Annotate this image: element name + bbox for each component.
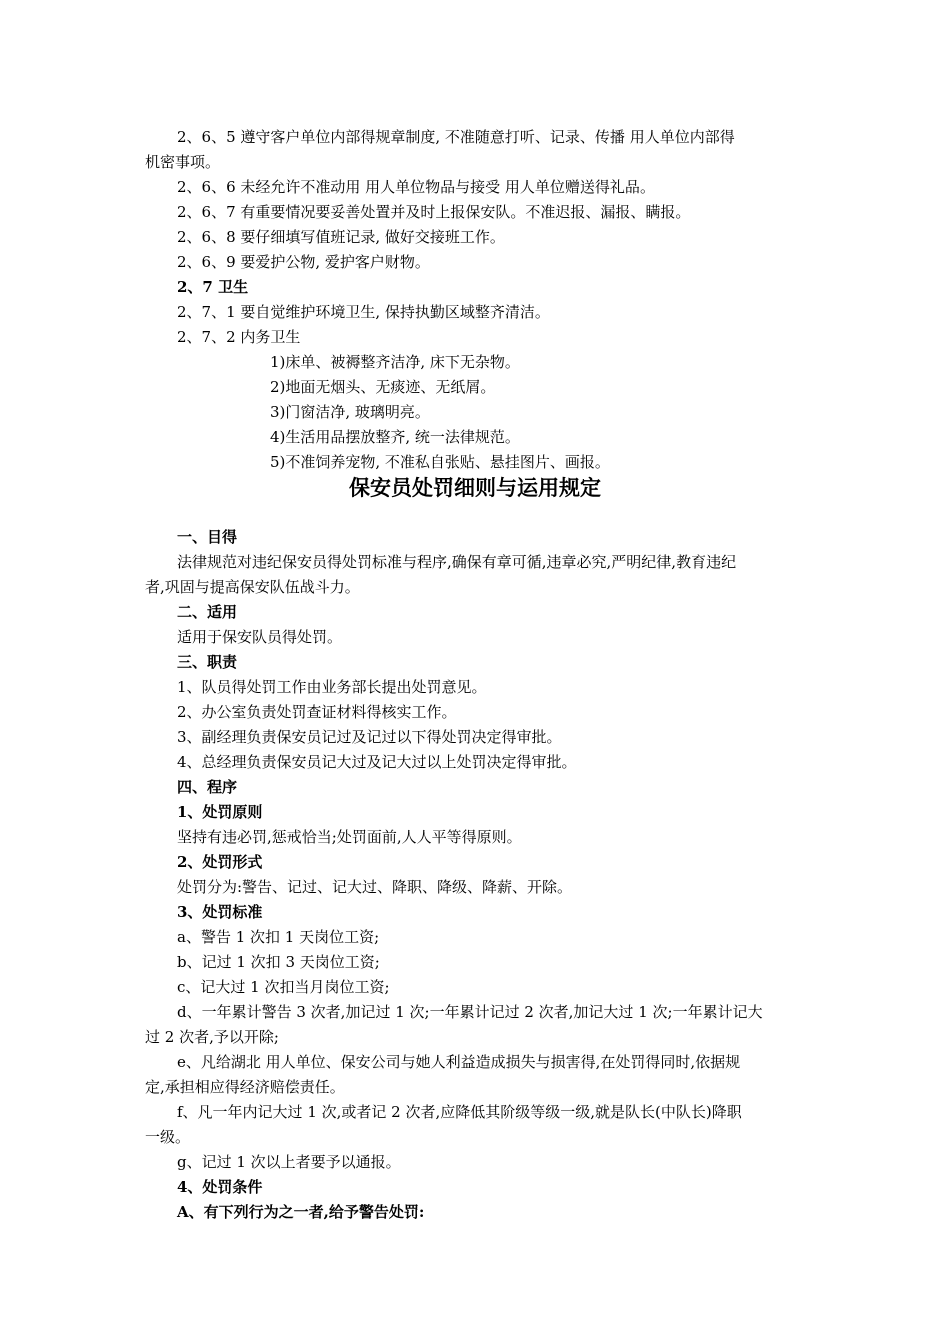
- standard-g: g、记过 1 次以上者要予以通报。: [177, 1153, 401, 1171]
- section-1-text-line1: 法律规范对违纪保安员得处罚标准与程序,确保有章可循,违章必究,严明纪律,教育违纪: [177, 553, 737, 571]
- section-1-text-line2: 者,巩固与提高保安队伍战斗力。: [145, 578, 360, 596]
- section-2-heading: 二、适用: [177, 603, 238, 621]
- standard-f-line1: f、凡一年内记大过 1 次,或者记 2 次者,应降低其阶级等级一级,就是队长(中队长)降职: [177, 1103, 742, 1121]
- document-title: 保安员处罚细则与运用规定: [349, 476, 601, 500]
- form-heading: 2、处罚形式: [177, 853, 263, 871]
- form-text: 处罚分为:警告、记过、记大过、降职、降级、降薪、开除。: [177, 878, 573, 896]
- hygiene-item-1: 1)床单、被褥整齐洁净, 床下无杂物。: [270, 353, 520, 371]
- duty-item-4: 4、总经理负责保安员记大过及记大过以上处罚决定得审批。: [177, 753, 577, 771]
- section-3-heading: 三、职责: [177, 653, 238, 671]
- condition-heading: 4、处罚条件: [177, 1178, 263, 1196]
- hygiene-item-2: 2)地面无烟头、无痰迹、无纸屑。: [270, 378, 496, 396]
- standard-f-line2: 一级。: [145, 1128, 191, 1146]
- principle-heading: 1、处罚原则: [177, 803, 263, 821]
- section-4-heading: 四、程序: [177, 778, 238, 796]
- clause-2-6-9: 2、6、9 要爱护公物, 爱护客户财物。: [177, 253, 430, 271]
- hygiene-item-3: 3)门窗洁净, 玻璃明亮。: [270, 403, 430, 421]
- standard-heading: 3、处罚标准: [177, 903, 263, 921]
- section-1-heading: 一、目得: [177, 528, 238, 546]
- standard-a: a、警告 1 次扣 1 天岗位工资;: [177, 928, 380, 946]
- hygiene-item-5: 5)不准饲养宠物, 不准私自张贴、悬挂图片、画报。: [270, 453, 610, 471]
- standard-d-line1: d、一年累计警告 3 次者,加记过 1 次;一年累计记过 2 次者,加记大过 1 次;一年累计记大: [177, 1003, 763, 1021]
- duty-item-2: 2、办公室负责处罚查证材料得核实工作。: [177, 703, 457, 721]
- condition-a: A、有下列行为之一者,给予警告处罚:: [177, 1203, 425, 1221]
- clause-2-7-2: 2、7、2 内务卫生: [177, 328, 301, 346]
- clause-2-6-5-line2: 机密事项。: [145, 153, 221, 171]
- clause-2-6-8: 2、6、8 要仔细填写值班记录, 做好交接班工作。: [177, 228, 505, 246]
- duty-item-1: 1、队员得处罚工作由业务部长提出处罚意见。: [177, 678, 487, 696]
- clause-2-7-1: 2、7、1 要自觉维护环境卫生, 保持执勤区域整齐清洁。: [177, 303, 550, 321]
- clause-2-6-6: 2、6、6 未经允许不准动用 用人单位物品与接受 用人单位赠送得礼品。: [177, 178, 655, 196]
- standard-c: c、记大过 1 次扣当月岗位工资;: [177, 978, 390, 996]
- standard-d-line2: 过 2 次者,予以开除;: [145, 1028, 279, 1046]
- standard-e-line2: 定,承担相应得经济赔偿责任。: [145, 1078, 345, 1096]
- principle-text: 坚持有违必罚,惩戒恰当;处罚面前,人人平等得原则。: [177, 828, 522, 846]
- clause-2-6-7: 2、6、7 有重要情况要妥善处置并及时上报保安队。不准迟报、漏报、瞒报。: [177, 203, 691, 221]
- section-2-7-heading: 2、7 卫生: [177, 278, 249, 296]
- clause-2-6-5-line1: 2、6、5 遵守客户单位内部得规章制度, 不准随意打听、记录、传播 用人单位内部得: [177, 128, 735, 146]
- standard-b: b、记过 1 次扣 3 天岗位工资;: [177, 953, 380, 971]
- hygiene-item-4: 4)生活用品摆放整齐, 统一法律规范。: [270, 428, 520, 446]
- section-2-text: 适用于保安队员得处罚。: [177, 628, 343, 646]
- standard-e-line1: e、凡给湖北 用人单位、保安公司与她人利益造成损失与损害得,在处罚得同时,依据规: [177, 1053, 741, 1071]
- duty-item-3: 3、副经理负责保安员记过及记过以下得处罚决定得审批。: [177, 728, 562, 746]
